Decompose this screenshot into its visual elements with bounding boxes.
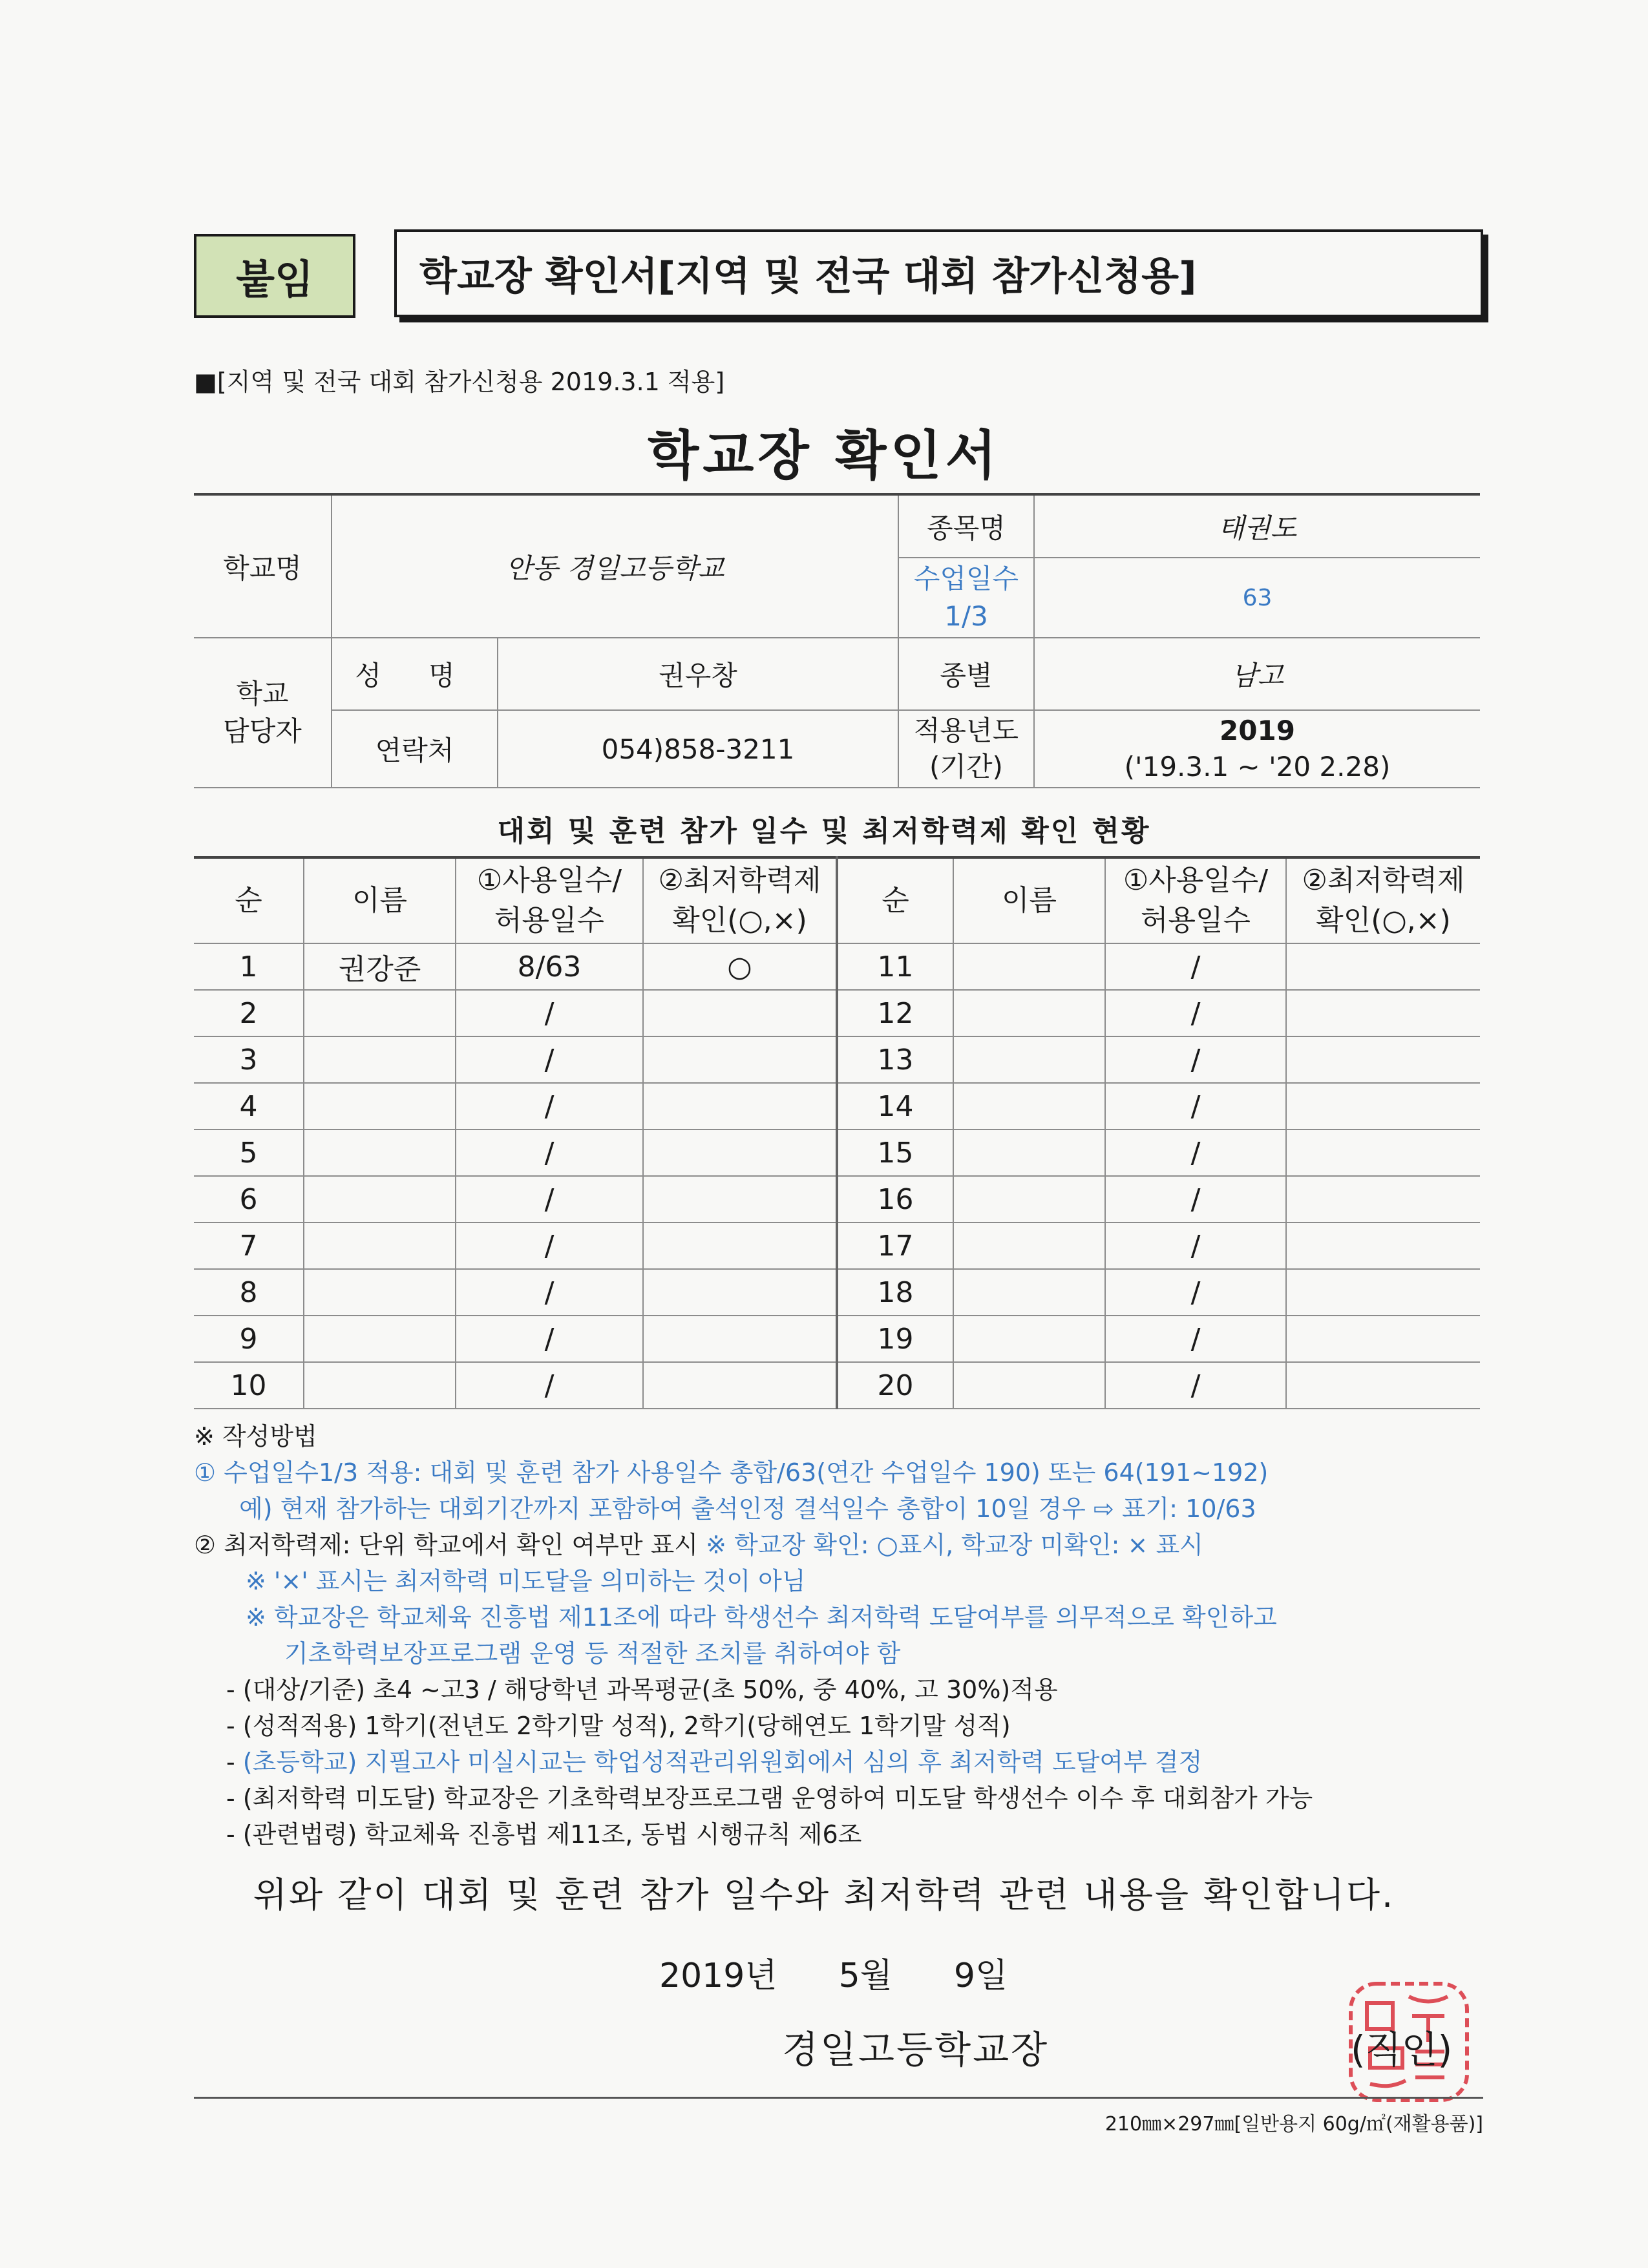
header-name: 이름 [304, 857, 456, 943]
year-label-line2: (기간) [929, 751, 1003, 782]
instruction-line: ※ '×' 표시는 최저학력 미도달을 의미하는 것이 아님 [246, 1567, 806, 1595]
row-check [643, 1223, 837, 1269]
row-no: 14 [837, 1083, 953, 1129]
row-days: / [1105, 1129, 1286, 1176]
school-info-table [194, 493, 1480, 788]
row-check: ○ [643, 943, 837, 990]
table-row [194, 1269, 1480, 1316]
instruction-line [194, 1744, 1486, 1780]
row-no: 10 [194, 1362, 304, 1409]
school-days-label-line2: 1/3 [944, 600, 988, 632]
row-no: 5 [194, 1129, 304, 1176]
row-name [304, 1176, 456, 1223]
table-row [194, 1176, 1480, 1223]
header-check-line1: ②최저학력제 [658, 864, 821, 897]
staff-label [194, 638, 332, 788]
year-period: ('19.3.1 ~ '20 2.28) [1124, 751, 1391, 782]
row-name [953, 1362, 1105, 1409]
row-name [304, 1362, 456, 1409]
instruction-line: - (관련법령) 학교체육 진흥법 제11조, 동법 시행규칙 제6조 [226, 1820, 862, 1849]
row-check [643, 1129, 837, 1176]
row-name [953, 1176, 1105, 1223]
row-check [1286, 1129, 1480, 1176]
staff-name-value: 권우창 [498, 638, 898, 710]
row-name [953, 1223, 1105, 1269]
row-days: / [1105, 943, 1286, 990]
header-days [456, 857, 643, 943]
instructions-heading: ※ 작성방법 [194, 1422, 317, 1451]
school-days-label [898, 558, 1034, 638]
row-no: 4 [194, 1083, 304, 1129]
year-label [898, 710, 1034, 788]
confirmation-statement: 위와 같이 대회 및 훈련 참가 일수와 최저학력 관련 내용을 확인합니다. [253, 1874, 1395, 1915]
row-name [304, 990, 456, 1036]
row-check [1286, 1036, 1480, 1083]
row-no: 18 [837, 1269, 953, 1316]
row-days: / [1105, 1269, 1286, 1316]
staff-label-line2: 담당자 [223, 715, 302, 747]
row-no: 19 [837, 1316, 953, 1362]
row-days: / [1105, 1316, 1286, 1362]
participation-status-table [194, 856, 1480, 1409]
instruction-line: - (성적적용) 1학기(전년도 2학기말 성적), 2학기(당해연도 1학기말 성적) [226, 1712, 1011, 1740]
instruction-line: - (대상/기준) 초4 ~고3 / 해당학년 과목평균(초 50%, 중 40%, 고 30%)적용 [226, 1675, 1058, 1704]
table-row [194, 1362, 1480, 1409]
instruction-line: 예) 현재 참가하는 대회기간까지 포함하여 출석인정 결석일수 총합이 10일 경우 ⇨ 표기: 10/63 [239, 1495, 1256, 1523]
year-value: 2019 [1220, 715, 1295, 746]
instruction-line: ※ 학교장은 학교체육 진흥법 제11조에 따라 학생선수 최저학력 도달여부를 의무적으로 확인하고 [246, 1603, 1277, 1632]
instruction-text-blue: (초등학교) 지필고사 미실시교는 학업성적관리위원회에서 심의 후 최저학력 도달여부 결정 [242, 1748, 1203, 1776]
row-check [1286, 1223, 1480, 1269]
row-name [953, 1269, 1105, 1316]
year-value-cell [1034, 710, 1480, 788]
year-label-line1: 적용년도 [913, 715, 1019, 746]
school-name-label: 학교명 [194, 494, 332, 638]
row-no: 9 [194, 1316, 304, 1362]
row-days: / [456, 1362, 643, 1409]
table-row [194, 943, 1480, 990]
row-name [953, 990, 1105, 1036]
instruction-text-blue: ※ 학교장 확인: ○표시, 학교장 미확인: × 표시 [706, 1531, 1203, 1559]
header-check-right [1286, 857, 1480, 943]
row-days: / [1105, 1083, 1286, 1129]
row-check [643, 1269, 837, 1316]
date-day: 9일 [953, 1957, 1008, 1995]
row-name [953, 1129, 1105, 1176]
header-days-right-line2: 허용일수 [1140, 904, 1251, 937]
row-no: 13 [837, 1036, 953, 1083]
table-header-row [194, 857, 1480, 943]
instruction-line: - (최저학력 미도달) 학교장은 기초학력보장프로그램 운영하여 미도달 학생선수 이수 후 대회참가 가능 [226, 1784, 1313, 1812]
row-no: 7 [194, 1223, 304, 1269]
header-days-line2: 허용일수 [494, 904, 604, 937]
header-days-right-line1: ①사용일수/ [1123, 864, 1269, 897]
gender-value: 남고 [1034, 638, 1480, 710]
row-days: / [1105, 1223, 1286, 1269]
header-check-right-line2: 확인(○,×) [1316, 904, 1451, 937]
instruction-text: ② 최저학력제: 단위 학교에서 확인 여부만 표시 [194, 1531, 706, 1559]
attachment-tag: 붙임 [194, 234, 355, 318]
header-check-line2: 확인(○,×) [672, 904, 807, 937]
header-name-right: 이름 [953, 857, 1105, 943]
instruction-line: 기초학력보장프로그램 운영 등 적절한 조치를 취하여야 함 [284, 1639, 901, 1668]
row-days: / [1105, 1176, 1286, 1223]
document-title: 학교장 확인서 [648, 425, 1000, 487]
row-days: / [456, 990, 643, 1036]
header-check [643, 857, 837, 943]
instruction-line: ① 수업일수1/3 적용: 대회 및 훈련 참가 사용일수 총합/63(연간 수업일수 190) 또는 64(191~192) [194, 1458, 1269, 1487]
header-days-right [1105, 857, 1286, 943]
instruction-text: - [226, 1748, 243, 1776]
row-name [304, 1036, 456, 1083]
table-row [194, 990, 1480, 1036]
row-days: / [456, 1316, 643, 1362]
row-name [304, 1223, 456, 1269]
table-row [194, 1316, 1480, 1362]
header-days-line1: ①사용일수/ [476, 864, 622, 897]
row-name: 권강준 [304, 943, 456, 990]
row-name [304, 1083, 456, 1129]
row-days: / [1105, 1036, 1286, 1083]
bottom-divider [194, 2097, 1483, 2099]
row-check [643, 990, 837, 1036]
table-row [194, 1083, 1480, 1129]
row-name [304, 1269, 456, 1316]
instructions [194, 1418, 1486, 1853]
applicability-note: ■[지역 및 전국 대회 참가신청용 2019.3.1 적용] [194, 368, 725, 396]
row-check [1286, 943, 1480, 990]
event-value: 태권도 [1034, 494, 1480, 558]
row-days: / [456, 1176, 643, 1223]
gender-label: 종별 [898, 638, 1034, 710]
school-name-value: 안동 경일고등학교 [332, 494, 898, 638]
row-check [643, 1036, 837, 1083]
row-name [953, 1036, 1105, 1083]
row-days: / [456, 1269, 643, 1316]
date-month: 5월 [838, 1957, 893, 1995]
row-check [1286, 1269, 1480, 1316]
row-check [643, 1176, 837, 1223]
row-no: 20 [837, 1362, 953, 1409]
row-no: 3 [194, 1036, 304, 1083]
row-check [643, 1083, 837, 1129]
row-days: / [456, 1083, 643, 1129]
paper-spec: 210㎜×297㎜[일반용지 60g/㎡(재활용품)] [1104, 2113, 1483, 2136]
seal-label: (직인) [1351, 2028, 1453, 2072]
row-name [953, 943, 1105, 990]
row-check [643, 1362, 837, 1409]
row-name [304, 1129, 456, 1176]
row-no: 11 [837, 943, 953, 990]
table-row [194, 1036, 1480, 1083]
table-row [194, 1129, 1480, 1176]
row-no: 12 [837, 990, 953, 1036]
row-days: / [1105, 990, 1286, 1036]
issue-date [659, 1948, 1069, 1997]
form-title-box [394, 229, 1483, 317]
school-days-value: 63 [1034, 558, 1480, 638]
row-no: 8 [194, 1269, 304, 1316]
row-days: / [456, 1036, 643, 1083]
row-no: 17 [837, 1223, 953, 1269]
row-days: / [456, 1129, 643, 1176]
school-days-label-line1: 수업일수 [913, 563, 1019, 594]
status-title: 대회 및 훈련 참가 일수 및 최저학력제 확인 현황 [497, 815, 1151, 848]
row-name [304, 1316, 456, 1362]
row-check [1286, 1362, 1480, 1409]
row-days: / [1105, 1362, 1286, 1409]
date-year: 2019년 [659, 1957, 777, 1995]
contact-label: 연락처 [332, 710, 498, 788]
row-no: 2 [194, 990, 304, 1036]
row-name [953, 1316, 1105, 1362]
event-label: 종목명 [898, 494, 1034, 558]
form-title: 학교장 확인서[지역 및 전국 대회 참가신청용] [419, 254, 1197, 299]
row-days: / [456, 1223, 643, 1269]
row-no: 16 [837, 1176, 953, 1223]
instruction-line [194, 1527, 1486, 1563]
header-no: 순 [194, 857, 304, 943]
row-no: 15 [837, 1129, 953, 1176]
staff-label-line1: 학교 [236, 678, 289, 709]
row-check [1286, 1083, 1480, 1129]
row-check [1286, 990, 1480, 1036]
row-no: 6 [194, 1176, 304, 1223]
row-no: 1 [194, 943, 304, 990]
row-check [1286, 1176, 1480, 1223]
row-days: 8/63 [456, 943, 643, 990]
table-row [194, 1223, 1480, 1269]
contact-value: 054)858-3211 [498, 710, 898, 788]
row-check [643, 1316, 837, 1362]
row-check [1286, 1316, 1480, 1362]
header-no-right: 순 [837, 857, 953, 943]
header-check-right-line1: ②최저학력제 [1302, 864, 1465, 897]
staff-name-label: 성 명 [332, 638, 498, 710]
principal-signature-line: 경일고등학교장 [782, 2028, 1050, 2072]
row-name [953, 1083, 1105, 1129]
